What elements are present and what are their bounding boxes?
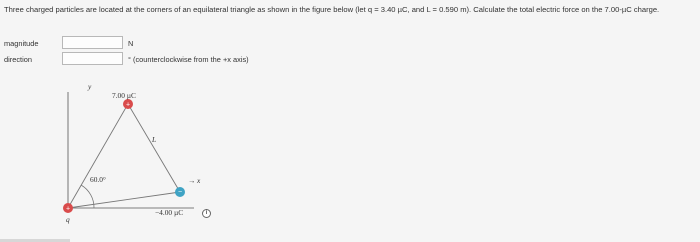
charge-triangle-figure — [54, 78, 234, 238]
magnitude-input[interactable] — [62, 36, 123, 49]
y-axis-label: y — [88, 82, 92, 91]
magnitude-unit: N — [128, 39, 134, 48]
question-text: Three charged particles are located at the corners of an equilateral triangle as shown in the figure below (let q = 3.40 µC, and L = 0.590 m). Calculate the total electric force on the 7.00-µC charge. — [4, 5, 660, 14]
left-charge-label: q — [66, 215, 70, 224]
top-charge-label: 7.00 µC — [112, 91, 136, 100]
direction-input[interactable] — [62, 52, 123, 65]
triangle-base — [68, 192, 180, 208]
plus-sign-top: + — [125, 101, 131, 109]
direction-label: direction — [4, 55, 32, 64]
minus-sign-right: − — [177, 189, 183, 196]
right-charge-label: −4.00 µC — [155, 208, 184, 217]
triangle-side-L — [125, 101, 180, 192]
triangle-left-side — [68, 101, 131, 208]
x-axis-label: x — [197, 176, 201, 185]
magnitude-label: magnitude — [4, 39, 39, 48]
direction-unit: ° (counterclockwise from the +x axis) — [128, 55, 249, 64]
side-length-label: L — [152, 135, 157, 144]
info-icon[interactable]: i — [202, 209, 211, 218]
plus-sign-left: + — [65, 205, 71, 213]
angle-label: 60.0° — [90, 175, 106, 184]
x-axis-arrow: → — [188, 176, 196, 185]
